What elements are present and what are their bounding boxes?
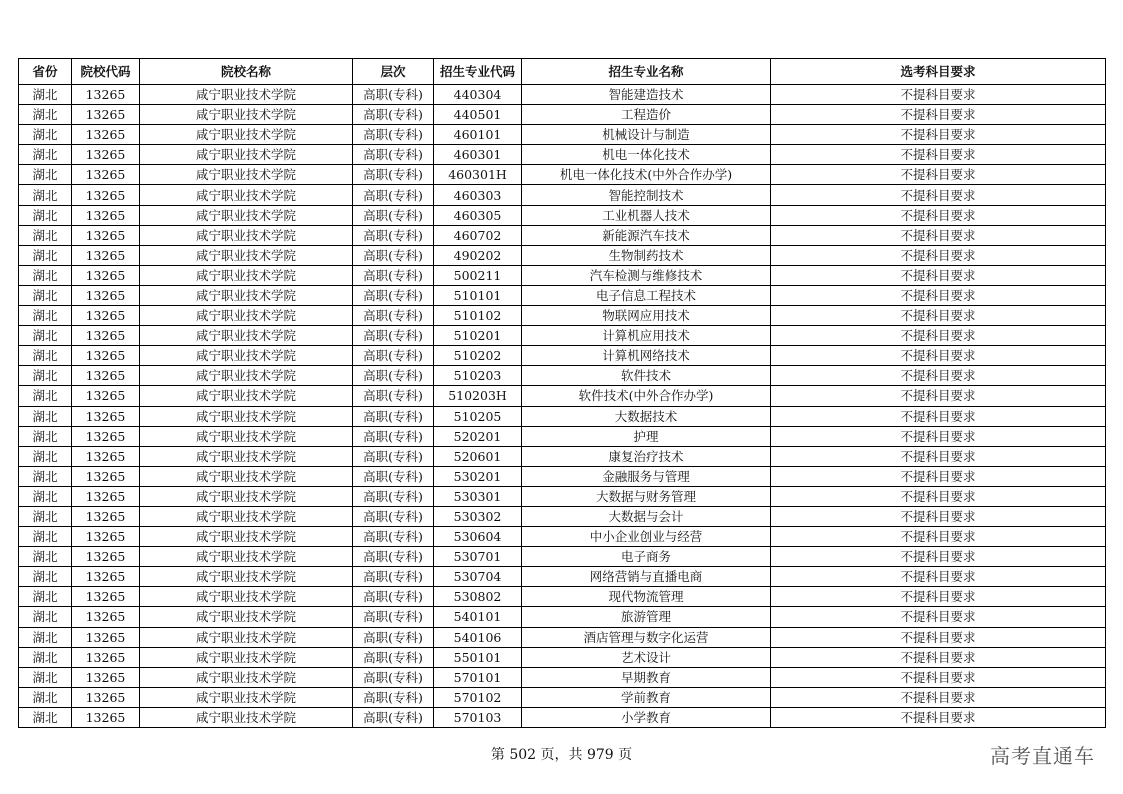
cell-level: 高职(专科) <box>353 466 434 486</box>
cell-major-code: 570101 <box>434 667 522 687</box>
cell-province: 湖北 <box>19 627 72 647</box>
table-row <box>19 707 1106 727</box>
cell-school-code: 13265 <box>72 326 140 346</box>
table-row <box>19 567 1106 587</box>
table-row <box>19 285 1106 305</box>
cell-subject-requirement: 不提科目要求 <box>771 527 1106 547</box>
cell-level: 高职(专科) <box>353 285 434 305</box>
cell-major-name: 电子信息工程技术 <box>522 285 771 305</box>
admissions-table <box>18 58 1106 728</box>
cell-subject-requirement: 不提科目要求 <box>771 326 1106 346</box>
cell-province: 湖北 <box>19 506 72 526</box>
table-row <box>19 667 1106 687</box>
cell-school-code: 13265 <box>72 386 140 406</box>
cell-major-name: 大数据技术 <box>522 406 771 426</box>
cell-school-name: 咸宁职业技术学院 <box>140 567 353 587</box>
cell-subject-requirement: 不提科目要求 <box>771 285 1106 305</box>
cell-school-code: 13265 <box>72 647 140 667</box>
cell-school-code: 13265 <box>72 707 140 727</box>
cell-subject-requirement: 不提科目要求 <box>771 506 1106 526</box>
cell-province: 湖北 <box>19 366 72 386</box>
cell-major-name: 物联网应用技术 <box>522 306 771 326</box>
cell-major-code: 460303 <box>434 185 522 205</box>
cell-level: 高职(专科) <box>353 85 434 105</box>
cell-major-code: 530802 <box>434 587 522 607</box>
cell-major-code: 510201 <box>434 326 522 346</box>
table-row <box>19 386 1106 406</box>
cell-major-name: 学前教育 <box>522 687 771 707</box>
cell-major-code: 510203H <box>434 386 522 406</box>
cell-major-name: 艺术设计 <box>522 647 771 667</box>
cell-school-code: 13265 <box>72 366 140 386</box>
cell-province: 湖北 <box>19 386 72 406</box>
cell-province: 湖北 <box>19 85 72 105</box>
cell-level: 高职(专科) <box>353 265 434 285</box>
cell-school-code: 13265 <box>72 547 140 567</box>
cell-school-code: 13265 <box>72 346 140 366</box>
cell-school-name: 咸宁职业技术学院 <box>140 225 353 245</box>
cell-major-name: 现代物流管理 <box>522 587 771 607</box>
cell-province: 湖北 <box>19 225 72 245</box>
cell-school-code: 13265 <box>72 185 140 205</box>
cell-province: 湖北 <box>19 607 72 627</box>
cell-school-code: 13265 <box>72 466 140 486</box>
cell-school-name: 咸宁职业技术学院 <box>140 406 353 426</box>
cell-province: 湖北 <box>19 647 72 667</box>
cell-school-name: 咸宁职业技术学院 <box>140 386 353 406</box>
cell-subject-requirement: 不提科目要求 <box>771 165 1106 185</box>
cell-school-name: 咸宁职业技术学院 <box>140 667 353 687</box>
cell-major-name: 计算机网络技术 <box>522 346 771 366</box>
cell-major-name: 康复治疗技术 <box>522 446 771 466</box>
cell-level: 高职(专科) <box>353 587 434 607</box>
cell-major-name: 汽车检测与维修技术 <box>522 265 771 285</box>
table-row <box>19 125 1106 145</box>
cell-subject-requirement: 不提科目要求 <box>771 205 1106 225</box>
cell-major-code: 510101 <box>434 285 522 305</box>
cell-subject-requirement: 不提科目要求 <box>771 547 1106 567</box>
cell-school-name: 咸宁职业技术学院 <box>140 205 353 225</box>
cell-level: 高职(专科) <box>353 185 434 205</box>
cell-major-name: 软件技术(中外合作办学) <box>522 386 771 406</box>
cell-level: 高职(专科) <box>353 527 434 547</box>
cell-major-name: 智能建造技术 <box>522 85 771 105</box>
table-body <box>19 85 1106 728</box>
cell-subject-requirement: 不提科目要求 <box>771 486 1106 506</box>
cell-subject-requirement: 不提科目要求 <box>771 627 1106 647</box>
cell-school-name: 咸宁职业技术学院 <box>140 627 353 647</box>
cell-school-code: 13265 <box>72 527 140 547</box>
cell-school-code: 13265 <box>72 145 140 165</box>
header-school-name: 院校名称 <box>140 59 353 85</box>
cell-major-code: 460101 <box>434 125 522 145</box>
cell-school-code: 13265 <box>72 486 140 506</box>
cell-major-name: 机电一体化技术(中外合作办学) <box>522 165 771 185</box>
cell-province: 湖北 <box>19 426 72 446</box>
cell-school-name: 咸宁职业技术学院 <box>140 687 353 707</box>
cell-major-code: 510205 <box>434 406 522 426</box>
cell-major-code: 540101 <box>434 607 522 627</box>
cell-province: 湖北 <box>19 105 72 125</box>
cell-province: 湖北 <box>19 667 72 687</box>
cell-major-name: 酒店管理与数字化运营 <box>522 627 771 647</box>
cell-subject-requirement: 不提科目要求 <box>771 386 1106 406</box>
cell-major-code: 530301 <box>434 486 522 506</box>
table-row <box>19 85 1106 105</box>
cell-major-code: 460301 <box>434 145 522 165</box>
table-row <box>19 245 1106 265</box>
table-row <box>19 506 1106 526</box>
cell-school-name: 咸宁职业技术学院 <box>140 366 353 386</box>
cell-major-name: 工业机器人技术 <box>522 205 771 225</box>
cell-school-name: 咸宁职业技术学院 <box>140 125 353 145</box>
cell-school-code: 13265 <box>72 607 140 627</box>
cell-major-code: 570103 <box>434 707 522 727</box>
table-row <box>19 105 1106 125</box>
cell-major-code: 460305 <box>434 205 522 225</box>
table-row <box>19 406 1106 426</box>
cell-province: 湖北 <box>19 687 72 707</box>
cell-school-code: 13265 <box>72 306 140 326</box>
cell-school-name: 咸宁职业技术学院 <box>140 346 353 366</box>
header-level: 层次 <box>353 59 434 85</box>
cell-subject-requirement: 不提科目要求 <box>771 125 1106 145</box>
cell-province: 湖北 <box>19 185 72 205</box>
cell-level: 高职(专科) <box>353 145 434 165</box>
cell-major-code: 530302 <box>434 506 522 526</box>
cell-major-name: 金融服务与管理 <box>522 466 771 486</box>
header-major-code: 招生专业代码 <box>434 59 522 85</box>
cell-level: 高职(专科) <box>353 446 434 466</box>
cell-school-name: 咸宁职业技术学院 <box>140 647 353 667</box>
cell-school-code: 13265 <box>72 446 140 466</box>
cell-school-name: 咸宁职业技术学院 <box>140 707 353 727</box>
table-row <box>19 486 1106 506</box>
cell-major-code: 530701 <box>434 547 522 567</box>
cell-subject-requirement: 不提科目要求 <box>771 85 1106 105</box>
table-row <box>19 466 1106 486</box>
cell-level: 高职(专科) <box>353 346 434 366</box>
cell-school-name: 咸宁职业技术学院 <box>140 105 353 125</box>
cell-major-name: 新能源汽车技术 <box>522 225 771 245</box>
cell-level: 高职(专科) <box>353 667 434 687</box>
cell-level: 高职(专科) <box>353 627 434 647</box>
cell-school-name: 咸宁职业技术学院 <box>140 85 353 105</box>
cell-major-code: 570102 <box>434 687 522 707</box>
table-row <box>19 165 1106 185</box>
cell-school-code: 13265 <box>72 506 140 526</box>
cell-level: 高职(专科) <box>353 406 434 426</box>
cell-major-code: 550101 <box>434 647 522 667</box>
cell-major-code: 510202 <box>434 346 522 366</box>
table-row <box>19 346 1106 366</box>
cell-major-name: 护理 <box>522 426 771 446</box>
cell-subject-requirement: 不提科目要求 <box>771 687 1106 707</box>
table-header-row <box>19 59 1106 85</box>
cell-level: 高职(专科) <box>353 366 434 386</box>
cell-school-code: 13265 <box>72 205 140 225</box>
cell-subject-requirement: 不提科目要求 <box>771 245 1106 265</box>
cell-school-code: 13265 <box>72 245 140 265</box>
cell-level: 高职(专科) <box>353 506 434 526</box>
cell-province: 湖北 <box>19 346 72 366</box>
cell-subject-requirement: 不提科目要求 <box>771 446 1106 466</box>
cell-subject-requirement: 不提科目要求 <box>771 647 1106 667</box>
cell-school-code: 13265 <box>72 225 140 245</box>
cell-province: 湖北 <box>19 547 72 567</box>
table-row <box>19 587 1106 607</box>
table-row <box>19 306 1106 326</box>
cell-level: 高职(专科) <box>353 326 434 346</box>
cell-major-code: 530201 <box>434 466 522 486</box>
cell-school-code: 13265 <box>72 285 140 305</box>
cell-subject-requirement: 不提科目要求 <box>771 466 1106 486</box>
cell-school-name: 咸宁职业技术学院 <box>140 426 353 446</box>
table-row <box>19 426 1106 446</box>
table-row <box>19 687 1106 707</box>
cell-major-name: 工程造价 <box>522 105 771 125</box>
cell-major-code: 520201 <box>434 426 522 446</box>
cell-province: 湖北 <box>19 466 72 486</box>
cell-major-code: 440304 <box>434 85 522 105</box>
cell-major-name: 计算机应用技术 <box>522 326 771 346</box>
table-row <box>19 225 1106 245</box>
cell-level: 高职(专科) <box>353 567 434 587</box>
cell-school-name: 咸宁职业技术学院 <box>140 466 353 486</box>
cell-level: 高职(专科) <box>353 205 434 225</box>
header-major-name: 招生专业名称 <box>522 59 771 85</box>
cell-province: 湖北 <box>19 446 72 466</box>
cell-school-name: 咸宁职业技术学院 <box>140 285 353 305</box>
cell-school-code: 13265 <box>72 567 140 587</box>
cell-major-code: 490202 <box>434 245 522 265</box>
table-row <box>19 527 1106 547</box>
cell-province: 湖北 <box>19 406 72 426</box>
cell-province: 湖北 <box>19 205 72 225</box>
cell-school-code: 13265 <box>72 85 140 105</box>
cell-subject-requirement: 不提科目要求 <box>771 406 1106 426</box>
cell-subject-requirement: 不提科目要求 <box>771 265 1106 285</box>
cell-subject-requirement: 不提科目要求 <box>771 426 1106 446</box>
cell-major-name: 电子商务 <box>522 547 771 567</box>
cell-major-code: 520601 <box>434 446 522 466</box>
cell-subject-requirement: 不提科目要求 <box>771 567 1106 587</box>
cell-level: 高职(专科) <box>353 125 434 145</box>
table-row <box>19 607 1106 627</box>
watermark-text: 高考直通车 <box>990 744 1095 768</box>
cell-major-name: 大数据与会计 <box>522 506 771 526</box>
cell-school-code: 13265 <box>72 125 140 145</box>
cell-level: 高职(专科) <box>353 707 434 727</box>
cell-major-name: 早期教育 <box>522 667 771 687</box>
cell-province: 湖北 <box>19 306 72 326</box>
cell-school-name: 咸宁职业技术学院 <box>140 165 353 185</box>
cell-subject-requirement: 不提科目要求 <box>771 607 1106 627</box>
cell-major-code: 460702 <box>434 225 522 245</box>
cell-school-code: 13265 <box>72 667 140 687</box>
cell-level: 高职(专科) <box>353 607 434 627</box>
table-row <box>19 145 1106 165</box>
cell-province: 湖北 <box>19 486 72 506</box>
cell-major-name: 机械设计与制造 <box>522 125 771 145</box>
cell-school-name: 咸宁职业技术学院 <box>140 145 353 165</box>
cell-subject-requirement: 不提科目要求 <box>771 707 1106 727</box>
cell-major-name: 小学教育 <box>522 707 771 727</box>
table-row <box>19 366 1106 386</box>
page-number: 第 502 页，共 979 页 <box>490 747 633 763</box>
cell-level: 高职(专科) <box>353 426 434 446</box>
header-province: 省份 <box>19 59 72 85</box>
cell-school-name: 咸宁职业技术学院 <box>140 245 353 265</box>
cell-school-name: 咸宁职业技术学院 <box>140 265 353 285</box>
cell-school-code: 13265 <box>72 165 140 185</box>
cell-level: 高职(专科) <box>353 386 434 406</box>
cell-subject-requirement: 不提科目要求 <box>771 587 1106 607</box>
cell-province: 湖北 <box>19 145 72 165</box>
cell-school-name: 咸宁职业技术学院 <box>140 587 353 607</box>
cell-school-code: 13265 <box>72 105 140 125</box>
cell-major-name: 机电一体化技术 <box>522 145 771 165</box>
table-row <box>19 547 1106 567</box>
cell-school-name: 咸宁职业技术学院 <box>140 547 353 567</box>
cell-major-code: 540106 <box>434 627 522 647</box>
table-row <box>19 446 1106 466</box>
cell-school-name: 咸宁职业技术学院 <box>140 185 353 205</box>
cell-major-name: 大数据与财务管理 <box>522 486 771 506</box>
cell-major-code: 510102 <box>434 306 522 326</box>
cell-province: 湖北 <box>19 587 72 607</box>
cell-province: 湖北 <box>19 165 72 185</box>
cell-school-code: 13265 <box>72 426 140 446</box>
header-subject-requirement: 选考科目要求 <box>771 59 1106 85</box>
table-row <box>19 647 1106 667</box>
cell-major-code: 530704 <box>434 567 522 587</box>
cell-level: 高职(专科) <box>353 306 434 326</box>
cell-school-name: 咸宁职业技术学院 <box>140 486 353 506</box>
table-row <box>19 326 1106 346</box>
cell-subject-requirement: 不提科目要求 <box>771 306 1106 326</box>
cell-subject-requirement: 不提科目要求 <box>771 105 1106 125</box>
cell-school-name: 咸宁职业技术学院 <box>140 446 353 466</box>
cell-subject-requirement: 不提科目要求 <box>771 225 1106 245</box>
cell-school-name: 咸宁职业技术学院 <box>140 506 353 526</box>
cell-level: 高职(专科) <box>353 165 434 185</box>
cell-major-name: 软件技术 <box>522 366 771 386</box>
cell-major-code: 530604 <box>434 527 522 547</box>
cell-subject-requirement: 不提科目要求 <box>771 346 1106 366</box>
table-row <box>19 265 1106 285</box>
cell-major-code: 500211 <box>434 265 522 285</box>
cell-province: 湖北 <box>19 567 72 587</box>
cell-province: 湖北 <box>19 285 72 305</box>
cell-major-name: 旅游管理 <box>522 607 771 627</box>
cell-school-code: 13265 <box>72 265 140 285</box>
cell-school-name: 咸宁职业技术学院 <box>140 527 353 547</box>
cell-level: 高职(专科) <box>353 486 434 506</box>
cell-subject-requirement: 不提科目要求 <box>771 145 1106 165</box>
cell-province: 湖北 <box>19 326 72 346</box>
cell-major-name: 网络营销与直播电商 <box>522 567 771 587</box>
cell-level: 高职(专科) <box>353 245 434 265</box>
cell-province: 湖北 <box>19 245 72 265</box>
cell-major-code: 460301H <box>434 165 522 185</box>
cell-province: 湖北 <box>19 265 72 285</box>
table-row <box>19 185 1106 205</box>
cell-major-name: 生物制药技术 <box>522 245 771 265</box>
cell-school-code: 13265 <box>72 406 140 426</box>
cell-school-name: 咸宁职业技术学院 <box>140 326 353 346</box>
cell-major-name: 智能控制技术 <box>522 185 771 205</box>
cell-subject-requirement: 不提科目要求 <box>771 366 1106 386</box>
cell-major-name: 中小企业创业与经营 <box>522 527 771 547</box>
cell-level: 高职(专科) <box>353 647 434 667</box>
table-row <box>19 205 1106 225</box>
cell-school-code: 13265 <box>72 627 140 647</box>
cell-province: 湖北 <box>19 125 72 145</box>
cell-school-code: 13265 <box>72 587 140 607</box>
cell-subject-requirement: 不提科目要求 <box>771 667 1106 687</box>
cell-level: 高职(专科) <box>353 105 434 125</box>
cell-major-code: 440501 <box>434 105 522 125</box>
cell-level: 高职(专科) <box>353 225 434 245</box>
cell-school-code: 13265 <box>72 687 140 707</box>
cell-level: 高职(专科) <box>353 687 434 707</box>
cell-school-name: 咸宁职业技术学院 <box>140 607 353 627</box>
cell-subject-requirement: 不提科目要求 <box>771 185 1106 205</box>
cell-province: 湖北 <box>19 527 72 547</box>
cell-province: 湖北 <box>19 707 72 727</box>
table-row <box>19 627 1106 647</box>
header-school-code: 院校代码 <box>72 59 140 85</box>
cell-level: 高职(专科) <box>353 547 434 567</box>
cell-major-code: 510203 <box>434 366 522 386</box>
cell-school-name: 咸宁职业技术学院 <box>140 306 353 326</box>
